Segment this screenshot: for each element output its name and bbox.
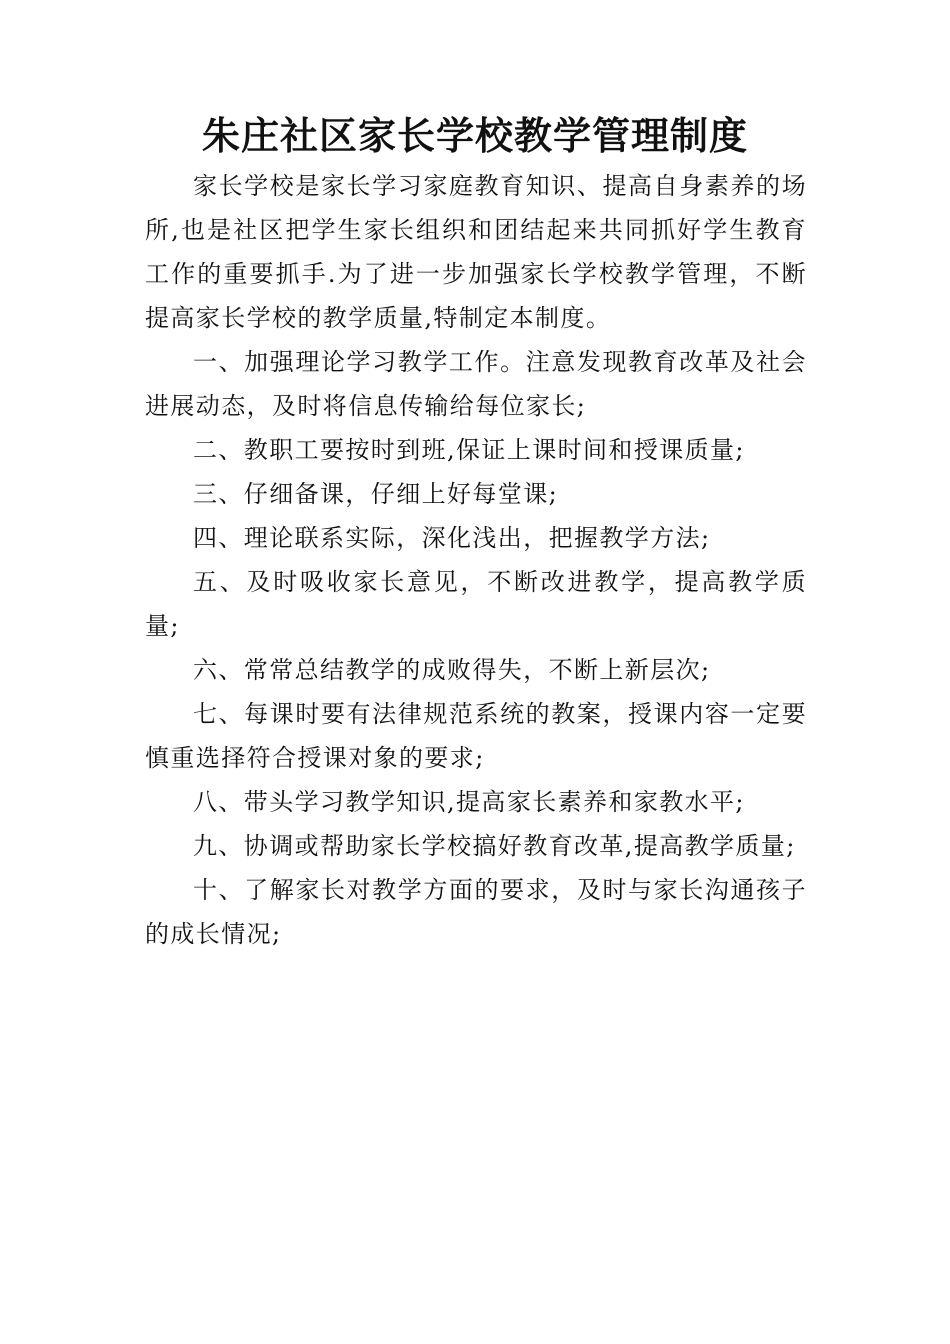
- rule-item-6: 六、常常总结教学的成败得失，不断上新层次;: [193, 656, 711, 684]
- rule-item-3: 三、仔细备课，仔细上好每堂课;: [193, 480, 559, 508]
- rule-item-7: 七、每课时要有法律规范系统的教案，授课内容一定要慎重选择符合授课对象的要求;: [145, 700, 807, 772]
- rule-item-4: 四、理论联系实际，深化浅出，把握教学方法;: [193, 524, 711, 552]
- rule-item-10: 十、了解家长对教学方面的要求，及时与家长沟通孩子的成长情况;: [145, 876, 807, 948]
- rule-item-2: 二、教职工要按时到班,保证上课时间和授课质量;: [193, 436, 745, 464]
- rule-item-5: 五、及时吸收家长意见，不断改进教学，提高教学质量;: [145, 568, 807, 640]
- intro-paragraph: 家长学校是家长学习家庭教育知识、提高自身素养的场所,也是社区把学生家长组织和团结起来共同抓好学生教育工作的重要抓手.为了进一步加强家长学校教学管理，不断提高家长学校的教学质量,特制定本制度。: [145, 172, 807, 332]
- rule-item-1: 一、加强理论学习教学工作。注意发现教育改革及社会进展动态，及时将信息传输给每位家长;: [145, 348, 807, 420]
- document-body: [145, 164, 807, 956]
- rule-item-8: 八、带头学习教学知识,提高家长素养和家教水平;: [193, 788, 745, 816]
- rule-item-9: 九、协调或帮助家长学校搞好教育改革,提高教学质量;: [193, 832, 796, 860]
- document-title: 朱庄社区家长学校教学管理制度: [201, 113, 748, 158]
